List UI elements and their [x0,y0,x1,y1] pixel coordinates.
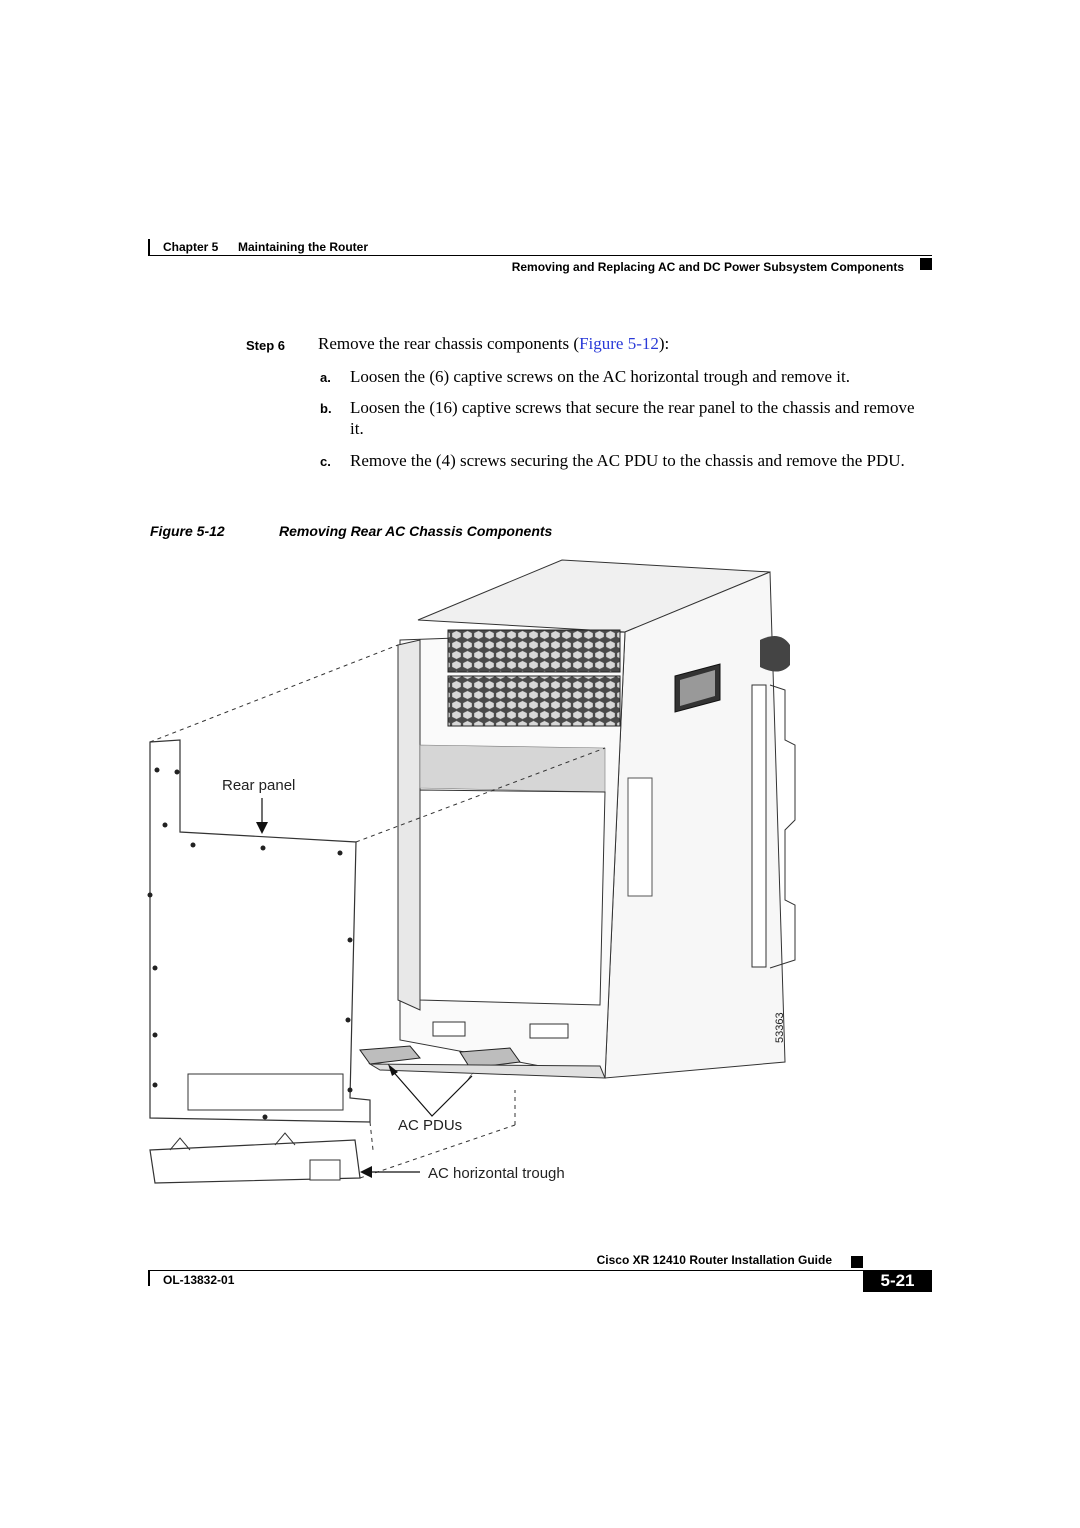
art-id: 53363 [774,1012,786,1043]
fan-grille-lower [448,676,620,726]
figure-title: Removing Rear AC Chassis Components [279,523,553,539]
chapter-title: Maintaining the Router [238,240,368,254]
chapter-number: Chapter 5 [163,240,219,254]
figure-label: Figure 5-12 [150,523,225,539]
cable-bracket [760,636,790,672]
sub-step-letter: a. [320,370,331,385]
figure-link[interactable]: Figure 5-12 [579,334,659,353]
sub-step-c [320,450,930,471]
chassis-illustration [140,555,820,1195]
sub-step-b [320,397,930,439]
section-title: Removing and Replacing AC and DC Power Subsystem Components [511,260,904,274]
header-rule [148,255,932,256]
chassis-cavity [420,790,605,1005]
sub-step-text: Remove the (4) screws securing the AC PDU to the chassis and remove the PDU. [350,451,905,470]
footer-marker [851,1256,863,1268]
page-number: 5-21 [863,1270,932,1292]
step-label: Step 6 [246,338,286,353]
callout-rear-panel: Rear panel [222,777,296,794]
rear-panel-cutout [188,1074,343,1110]
footer-rule [148,1270,932,1271]
callout-ac-pdus: AC PDUs [398,1117,463,1134]
step-text-before: Remove the rear chassis components ( [318,334,580,353]
sub-step-letter: c. [320,454,331,469]
side-rail [752,685,766,967]
header-marker [920,258,932,270]
footer-left-bar [148,1270,150,1286]
step-text [318,334,669,354]
sub-step-a [320,366,930,387]
side-label [628,778,652,896]
header-left-bar [148,239,150,255]
pdu-bay-right [530,1024,568,1038]
chassis-shadow-band [420,745,605,792]
doc-number: OL-13832-01 [163,1273,235,1287]
fan-grille-upper [448,630,620,672]
ac-pdu-left [360,1046,420,1064]
callout-ac-trough: AC horizontal trough [428,1165,565,1182]
pdu-bay-left [433,1022,465,1036]
sub-step-letter: b. [320,401,332,416]
sub-step-text: Loosen the (6) captive screws on the AC horizontal trough and remove it. [350,367,850,386]
sub-step-text: Loosen the (16) captive screws that secure the rear panel to the chassis and remove it. [350,398,915,438]
step-text-after: ): [658,334,670,353]
guide-title: Cisco XR 12410 Router Installation Guide [596,1253,832,1267]
rear-panel [150,740,370,1122]
